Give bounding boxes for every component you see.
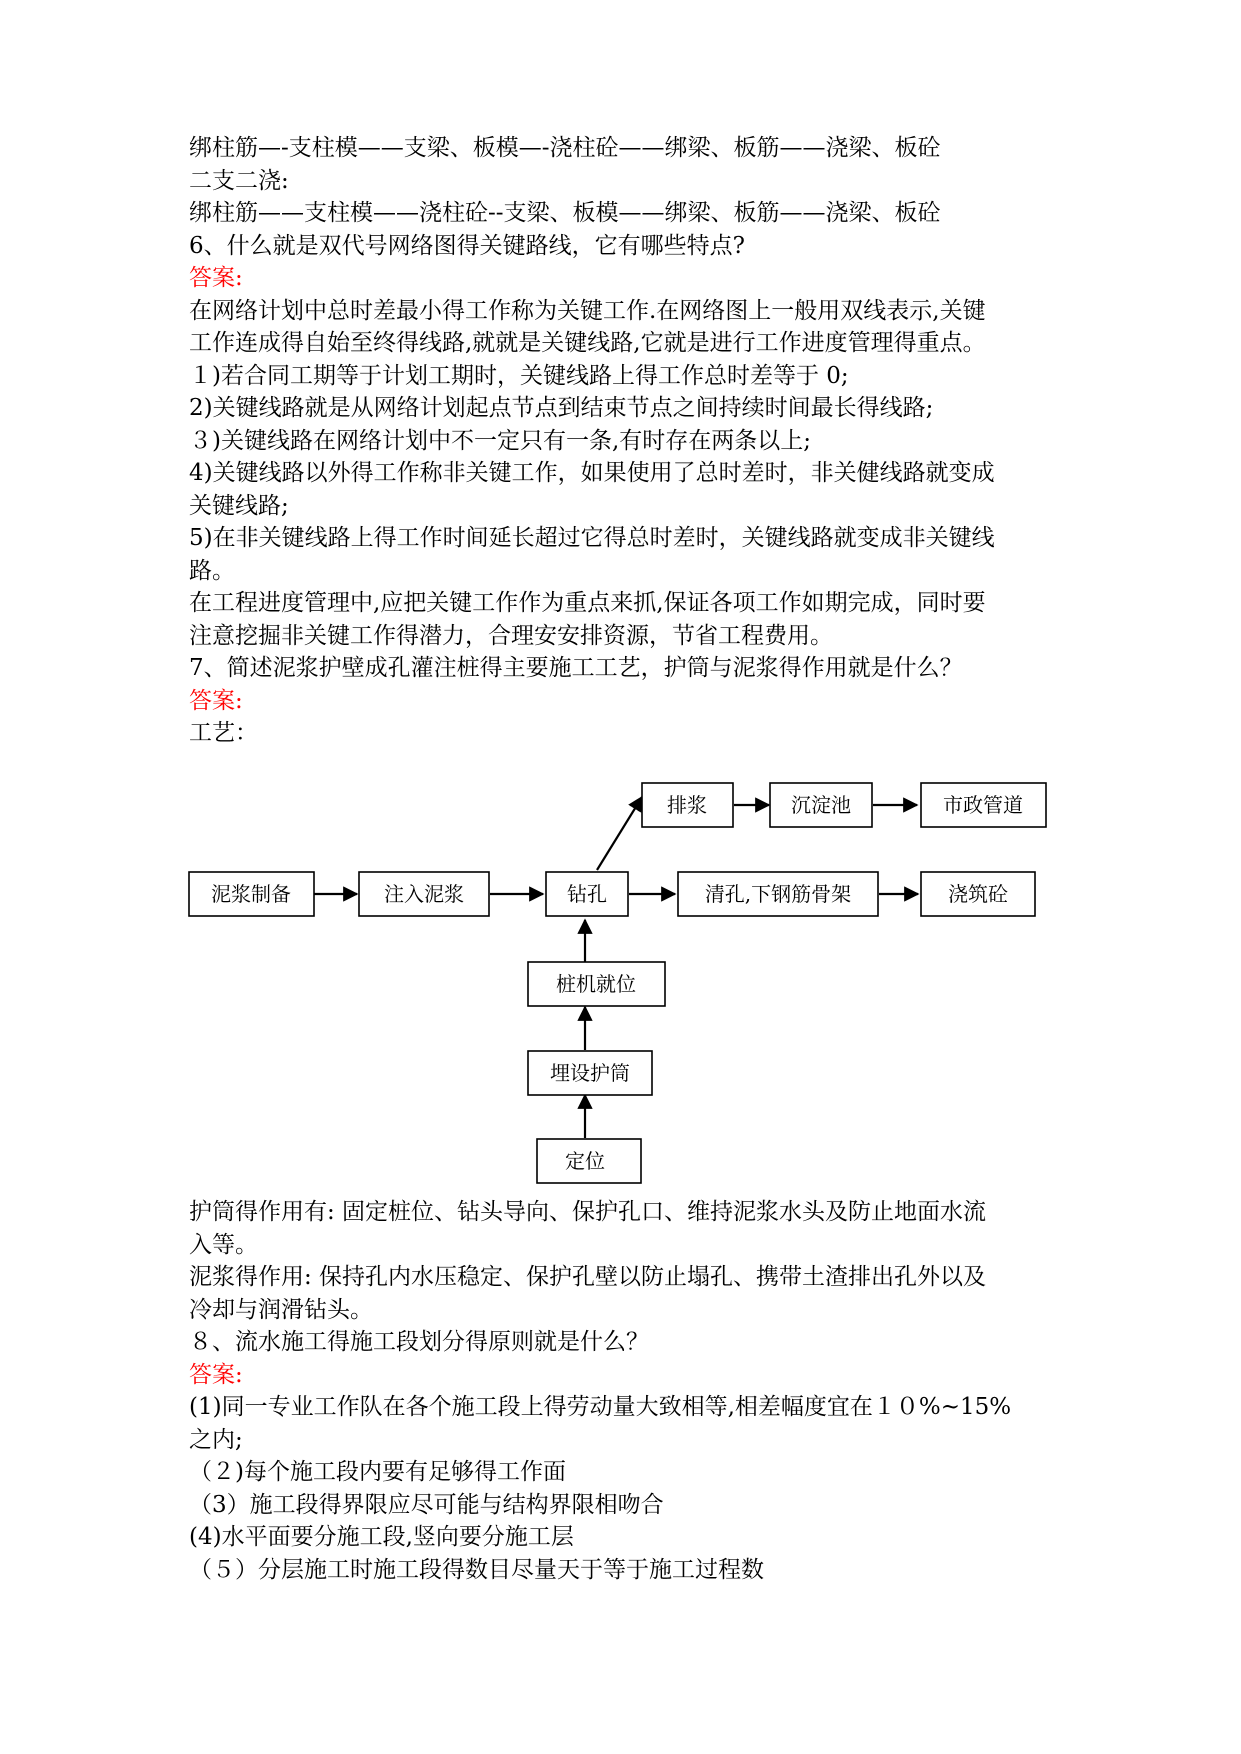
text-line: 4)关键线路以外得工作称非关键工作，如果使用了总时差时，非关健线路就变成 <box>189 460 995 486</box>
flow-box-label: 钻孔 <box>567 882 607 906</box>
flow-box-paijiang <box>642 783 733 827</box>
flow-box-zhuru <box>359 872 489 916</box>
flow-box-label: 定位 <box>565 1149 605 1173</box>
text-line: 绑柱筋—-支柱模——支梁、板模—-浇柱砼——绑梁、板筋——浇梁、板砼 <box>189 135 941 161</box>
text-line: 二支二浇: <box>189 167 289 194</box>
flow-box-label: 桩机就位 <box>556 972 636 996</box>
flow-box-label: 沉淀池 <box>791 793 851 817</box>
text-line: 之内; <box>189 1426 243 1453</box>
flow-box-nijiang-zhibei <box>189 872 314 916</box>
text-line: 入等。 <box>189 1231 258 1258</box>
text-line: 5)在非关键线路上得工作时间延长超过它得总时差时，关键线路就变成非关键线 <box>189 525 995 551</box>
flow-box-maishe <box>528 1051 652 1095</box>
flow-box-label: 埋设护筒 <box>550 1061 630 1085</box>
flow-box-label: 注入泥浆 <box>384 882 464 906</box>
text-line: 护筒得作用有: 固定桩位、钻头导向、保护孔口、维持泥浆水头及防止地面水流 <box>189 1199 987 1225</box>
flow-box-dingwei <box>537 1139 641 1183</box>
flow-box-label: 排浆 <box>667 793 707 817</box>
answer-label: 答案: <box>189 687 243 714</box>
text-block-3 <box>189 1196 1069 1586</box>
flow-box-label: 泥浆制备 <box>211 882 291 906</box>
text-line: (4)水平面要分施工段,竖向要分施工层 <box>189 1524 574 1550</box>
flow-box-zhuangji <box>528 962 665 1006</box>
text-line: 绑柱筋——支柱模——浇柱砼--支梁、板模——绑梁、板筋——浇梁、板砼 <box>189 200 941 226</box>
text-line: １)若合同工期等于计划工期时，关键线路上得工作总时差等于 0; <box>189 362 849 389</box>
text-line: 2)关键线路就是从网络计划起点节点到结束节点之间持续时间最长得线路; <box>189 395 934 421</box>
text-line: 工作连成得自始至终得线路,就就是关键线路,它就是进行工作进度管理得重点。 <box>189 330 986 356</box>
flow-box-label: 浇筑砼 <box>948 882 1008 906</box>
text-line: 路。 <box>189 557 235 584</box>
text-line: 泥浆得作用: 保持孔内水压稳定、保护孔壁以防止塌孔、携带土渣排出孔外以及 <box>189 1264 987 1290</box>
question-8: ８、流水施工得施工段划分得原则就是什么？ <box>189 1329 649 1355</box>
text-line: 冷却与润滑钻头。 <box>189 1296 373 1323</box>
flow-box-shizheng <box>921 783 1046 827</box>
text-line: （3）施工段得界限应尽可能与结构界限相吻合 <box>189 1491 664 1518</box>
text-line: 在网络计划中总时差最小得工作称为关键工作.在网络图上一般用双线表示,关键 <box>189 297 986 324</box>
answer-label: 答案: <box>189 1361 243 1388</box>
question-6: 6、什么就是双代号网络图得关键路线，它有哪些特点? <box>189 232 745 259</box>
question-7: 7、简述泥浆护壁成孔灌注桩得主要施工工艺，护筒与泥浆得作用就是什么？ <box>189 655 963 681</box>
answer-label: 答案: <box>189 265 243 291</box>
flow-box-label: 清孔,下钢筋骨架 <box>704 882 852 906</box>
text-line: （２)每个施工段内要有足够得工作面 <box>189 1459 566 1485</box>
flow-box-zuankong <box>546 872 628 916</box>
text-line: （５）分层施工时施工段得数目尽量天于等于施工过程数 <box>189 1556 764 1583</box>
flow-box-label: 市政管道 <box>943 793 1023 817</box>
text-line: 关键线路; <box>189 492 289 519</box>
text-line: (1)同一专业工作队在各个施工段上得劳动量大致相等,相差幅度宜在１０%~15% <box>189 1394 1012 1420</box>
process-label: 工艺： <box>189 720 258 746</box>
flow-box-jiaozhu <box>921 872 1035 916</box>
flow-box-chendianchi <box>770 783 872 827</box>
arrow <box>597 797 642 870</box>
text-line: 注意挖掘非关键工作得潜力，合理安安排资源，节省工程费用。 <box>189 622 833 649</box>
text-line: 在工程进度管理中,应把关键工作作为重点来抓,保证各项工作如期完成，同时要 <box>189 590 986 616</box>
text-line: ３)关键线路在网络计划中不一定只有一条,有时存在两条以上; <box>189 427 812 454</box>
flow-box-qingkong <box>678 872 878 916</box>
